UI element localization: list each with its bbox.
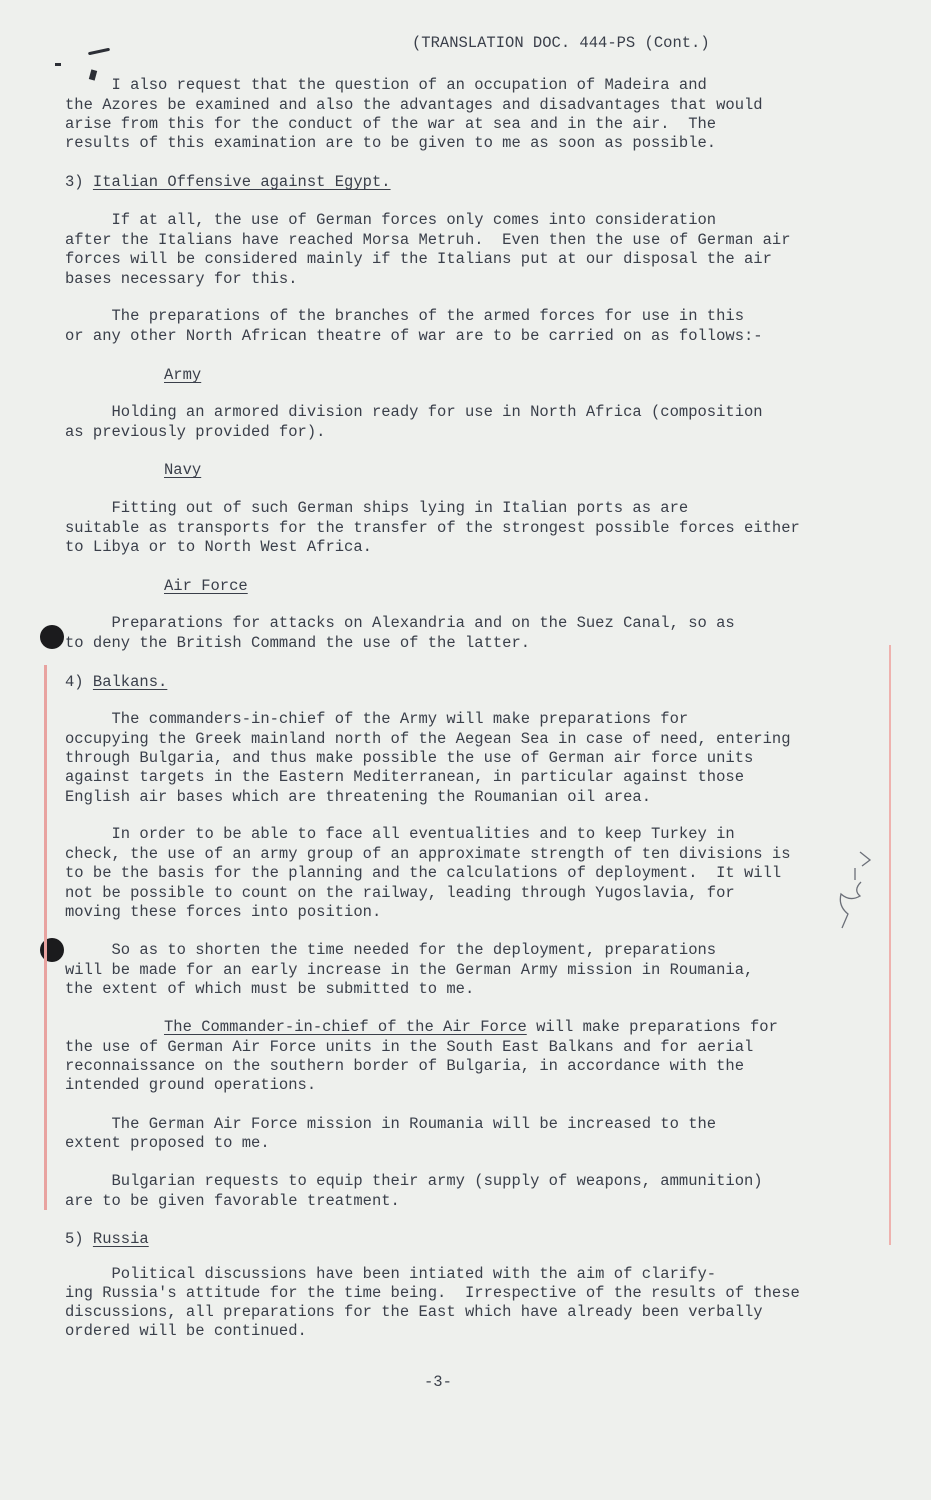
airforce-heading: Air Force <box>164 577 248 595</box>
para-4-1-l1: The commanders-in-chief of the Army will make preparations for <box>65 710 689 728</box>
margin-line <box>889 645 891 1245</box>
para-4-3-l2: will be made for an early increase in the German Army mission in Roumania, <box>65 961 754 979</box>
section-number: 4) <box>65 673 93 691</box>
air-force-commander-lead: The Commander-in-chief of the Air Force <box>164 1018 527 1036</box>
pen-mark <box>88 48 110 56</box>
para-4-2-l3: to be the basis for the planning and the calculations of deployment. It will <box>65 864 782 882</box>
para-madeira-l4: results of this examination are to be given to me as soon as possible. <box>65 134 717 152</box>
para-4-6-l2: are to be given favorable treatment. <box>65 1192 400 1210</box>
para-4-4-l1 <box>164 1018 778 1038</box>
margin-line <box>44 665 47 1210</box>
para-4-2-l5: moving these forces into position. <box>65 903 382 921</box>
army-text-l2: as previously provided for). <box>65 423 326 441</box>
para-3-1-l1: If at all, the use of German forces only comes into consideration <box>65 211 717 229</box>
page-number: -3- <box>424 1373 452 1391</box>
navy-text-l1: Fitting out of such German ships lying in Italian ports as are <box>65 499 689 517</box>
para-4-4-l4: intended ground operations. <box>65 1076 317 1094</box>
para-5-1-l2: ing Russia's attitude for the time being. Irrespective of the results of these <box>65 1284 800 1302</box>
section-number: 3) <box>65 173 93 191</box>
para-4-5-l1: The German Air Force mission in Roumania will be increased to the <box>65 1115 717 1133</box>
pencil-annotation <box>838 850 878 935</box>
para-madeira-l3: arise from this for the conduct of the war at sea and in the air. The <box>65 115 717 133</box>
para-5-1-l3: discussions, all preparations for the East which have already been verbally <box>65 1303 763 1321</box>
para-3-1-l3: forces will be considered mainly if the Italians put at our disposal the air <box>65 250 772 268</box>
para-4-3-l1: So as to shorten the time needed for the deployment, preparations <box>65 941 717 959</box>
para-3-2-l1: The preparations of the branches of the armed forces for use in this <box>65 307 745 325</box>
section-title: Italian Offensive against Egypt. <box>92 173 391 191</box>
para-5-1-l1: Political discussions have been intiated with the aim of clarify- <box>65 1265 717 1283</box>
para-5-1-l4: ordered will be continued. <box>65 1322 307 1340</box>
army-heading: Army <box>164 366 202 384</box>
para-4-4-l2: the use of German Air Force units in the South East Balkans and for aerial <box>65 1038 754 1056</box>
navy-heading: Navy <box>164 461 202 479</box>
airforce-text-l1: Preparations for attacks on Alexandria and on the Suez Canal, so as <box>65 614 735 632</box>
airforce-text-l2: to deny the British Command the use of the latter. <box>65 634 531 652</box>
para-4-1-l3: through Bulgaria, and thus make possible the use of German air force units <box>65 749 754 767</box>
punch-hole <box>40 625 64 649</box>
navy-text-l2: suitable as transports for the transfer of the strongest possible forces either <box>65 519 800 537</box>
para-4-2-l4: not be possible to count on the railway, leading through Yugoslavia, for <box>65 884 735 902</box>
para-4-5-l2: extent proposed to me. <box>65 1134 270 1152</box>
section-5-heading <box>65 1230 149 1250</box>
para-4-1-l5: English air bases which are threatening the Roumanian oil area. <box>65 788 651 806</box>
para-3-1-l4: bases necessary for this. <box>65 270 298 288</box>
para-4-4-l3: reconnaissance on the southern border of Bulgaria, in accordance with the <box>65 1057 745 1075</box>
army-text-l1: Holding an armored division ready for use in North Africa (composition <box>65 403 763 421</box>
para-4-6-l1: Bulgarian requests to equip their army (supply of weapons, ammunition) <box>65 1172 763 1190</box>
para-3-1-l2: after the Italians have reached Morsa Metruh. Even then the use of German air <box>65 231 791 249</box>
section-number: 5) <box>65 1230 93 1248</box>
section-4-heading <box>65 673 167 693</box>
para-4-3-l3: the extent of which must be submitted to me. <box>65 980 475 998</box>
para-3-2-l2: or any other North African theatre of war are to be carried on as follows:- <box>65 327 763 345</box>
para-4-4-l1-rest: will make preparations for <box>526 1018 778 1036</box>
section-3-heading <box>65 173 391 193</box>
section-title: Russia <box>92 1230 149 1248</box>
section-title: Balkans. <box>92 673 168 691</box>
pen-mark <box>55 63 61 66</box>
para-4-1-l2: occupying the Greek mainland north of the Aegean Sea in case of need, entering <box>65 730 791 748</box>
para-4-2-l2: check, the use of an army group of an approximate strength of ten divisions is <box>65 845 791 863</box>
document-header: (TRANSLATION DOC. 444-PS (Cont.) <box>412 34 710 52</box>
para-4-1-l4: against targets in the Eastern Mediterranean, in particular against those <box>65 768 745 786</box>
navy-text-l3: to Libya or to North West Africa. <box>65 538 372 556</box>
para-4-2-l1: In order to be able to face all eventualities and to keep Turkey in <box>65 825 735 843</box>
para-madeira-l1: I also request that the question of an occupation of Madeira and <box>65 76 707 94</box>
para-madeira-l2: the Azores be examined and also the advantages and disadvantages that would <box>65 96 763 114</box>
